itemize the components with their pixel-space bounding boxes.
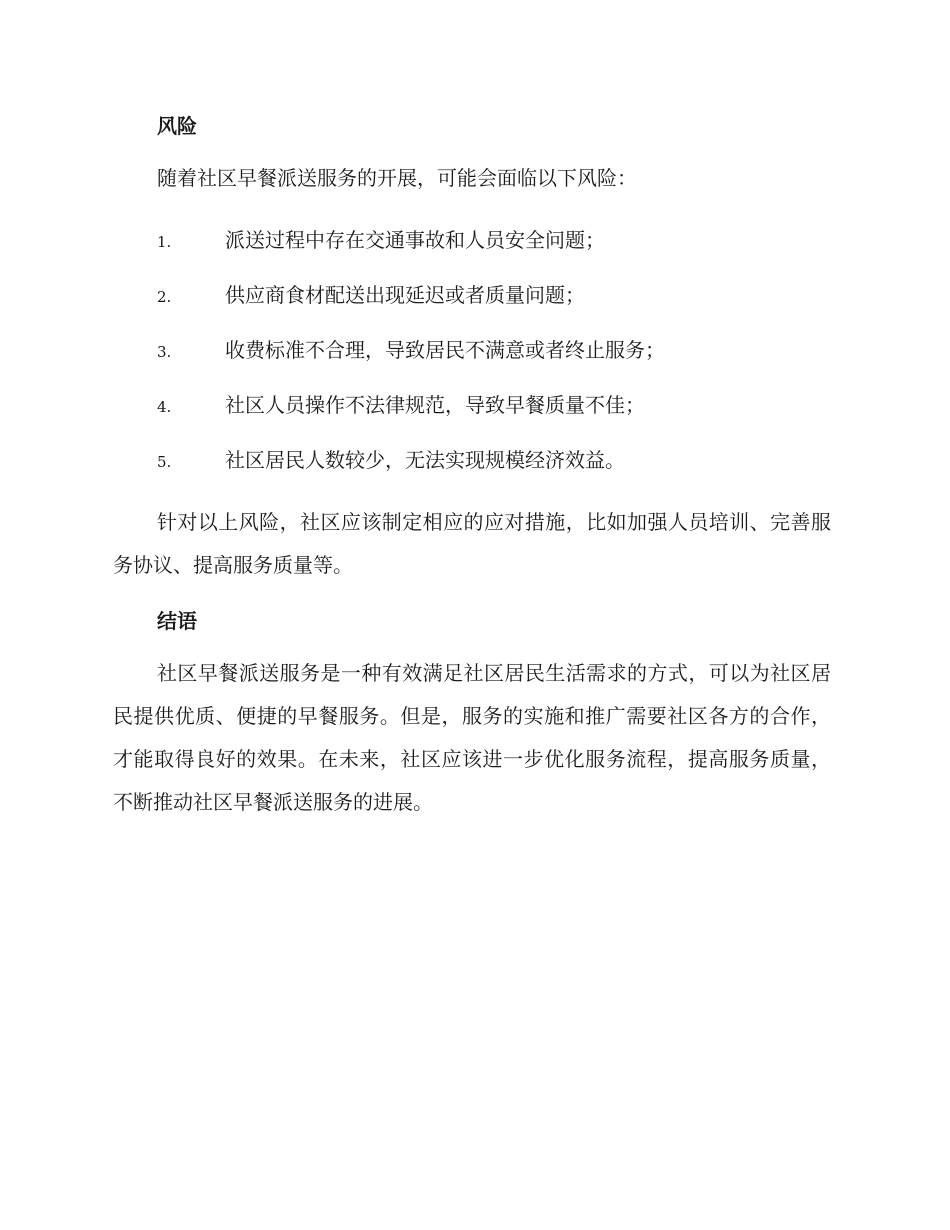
list-item-text: 社区人员操作不法律规范，导致早餐质量不佳；: [225, 393, 645, 417]
risk-section: [113, 108, 831, 587]
list-item-number: 2.: [157, 288, 172, 306]
risk-intro-paragraph: 随着社区早餐派送服务的开展，可能会面临以下风险：: [157, 166, 637, 190]
list-item: [113, 323, 831, 378]
closing-section: [113, 603, 831, 824]
list-item-text: 收费标准不合理，导致居民不满意或者终止服务；: [225, 338, 665, 362]
list-item-text: 派送过程中存在交通事故和人员安全问题；: [225, 228, 605, 252]
document-page: [113, 108, 831, 824]
list-item-number: 4.: [157, 398, 172, 416]
closing-paragraph: 社区早餐派送服务是一种有效满足社区居民生活需求的方式，可以为社区居民提供优质、便捷的早餐服务。但是，服务的实施和推广需要社区各方的合作，才能取得良好的效果。在未来，社区应该进一步优化服务流程，提高服务质量，不断推动社区早餐派送服务的进展。: [113, 661, 831, 814]
list-item-text: 社区居民人数较少，无法实现规模经济效益。: [225, 448, 625, 472]
closing-heading: 结语: [157, 609, 197, 633]
risk-list: [113, 213, 831, 488]
risk-heading: 风险: [157, 114, 197, 138]
list-item-number: 1.: [157, 233, 172, 251]
list-item-text: 供应商食材配送出现延迟或者质量问题；: [225, 283, 585, 307]
list-item: [113, 378, 831, 433]
list-item-number: 3.: [157, 343, 172, 361]
list-item: [113, 268, 831, 323]
list-item: [113, 433, 831, 488]
risk-conclusion-paragraph: 针对以上风险，社区应该制定相应的应对措施，比如加强人员培训、完善服务协议、提高服务质量等。: [113, 510, 831, 577]
list-item: [113, 213, 831, 268]
list-item-number: 5.: [157, 453, 172, 471]
